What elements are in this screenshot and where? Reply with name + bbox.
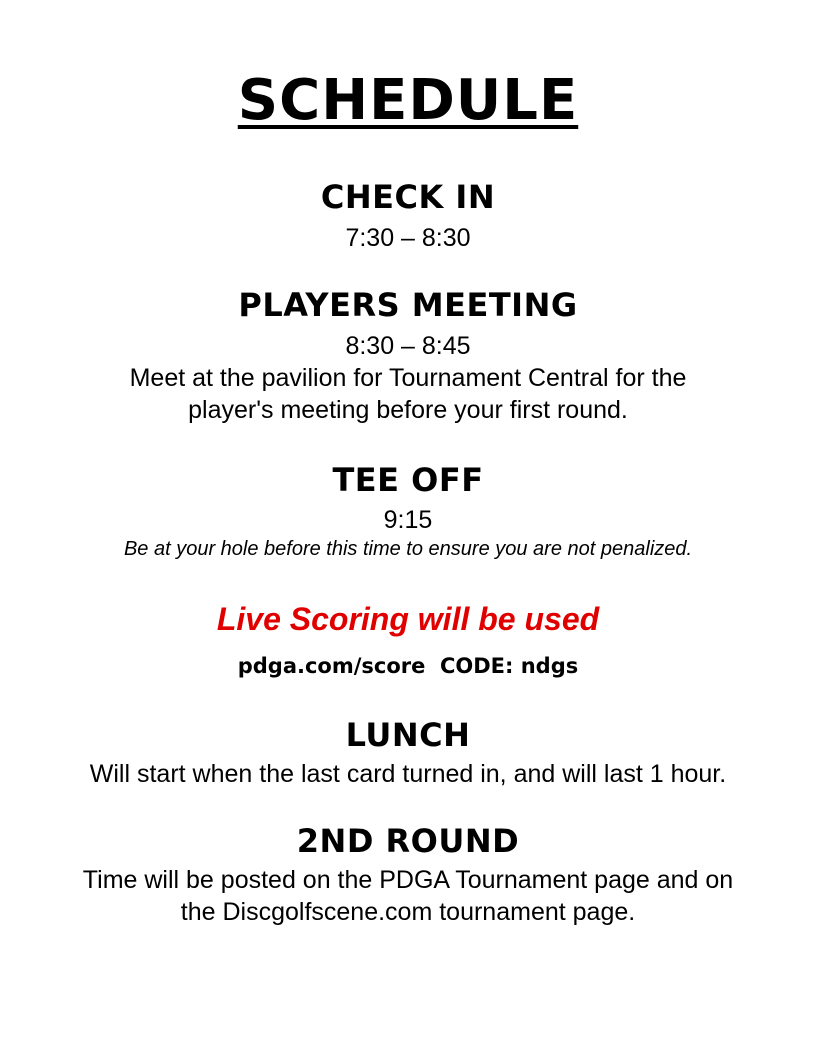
players-meeting-description-line2: player's meeting before your first round.: [188, 396, 628, 424]
tee-off-time: 9:15: [383, 506, 433, 534]
tee-off-note: Be at your hole before this time to ensure you are not penalized.: [123, 538, 693, 560]
second-round-description-line1: Time will be posted on the PDGA Tournament page and on: [82, 866, 734, 894]
live-scoring-heading: Live Scoring will be used: [216, 601, 600, 637]
page-title-text: SCHEDULE: [237, 68, 579, 133]
players-meeting-description-line1: Meet at the pavilion for Tournament Central for the: [129, 364, 687, 392]
page-title: [0, 66, 816, 136]
second-round-description-line2: the Discgolfscene.com tournament page.: [180, 898, 636, 926]
check-in-time: 7:30 – 8:30: [345, 224, 471, 252]
players-meeting-heading: PLAYERS MEETING: [238, 286, 578, 324]
players-meeting-time: 8:30 – 8:45: [345, 332, 471, 360]
lunch-description: Will start when the last card turned in, and will last 1 hour.: [89, 760, 727, 788]
lunch-heading: LUNCH: [345, 716, 471, 754]
check-in-heading: CHECK IN: [320, 178, 496, 216]
second-round-heading: 2ND ROUND: [296, 822, 520, 860]
live-scoring-code: pdga.com/score CODE: ndgs: [237, 654, 579, 678]
tee-off-heading: TEE OFF: [332, 461, 484, 499]
